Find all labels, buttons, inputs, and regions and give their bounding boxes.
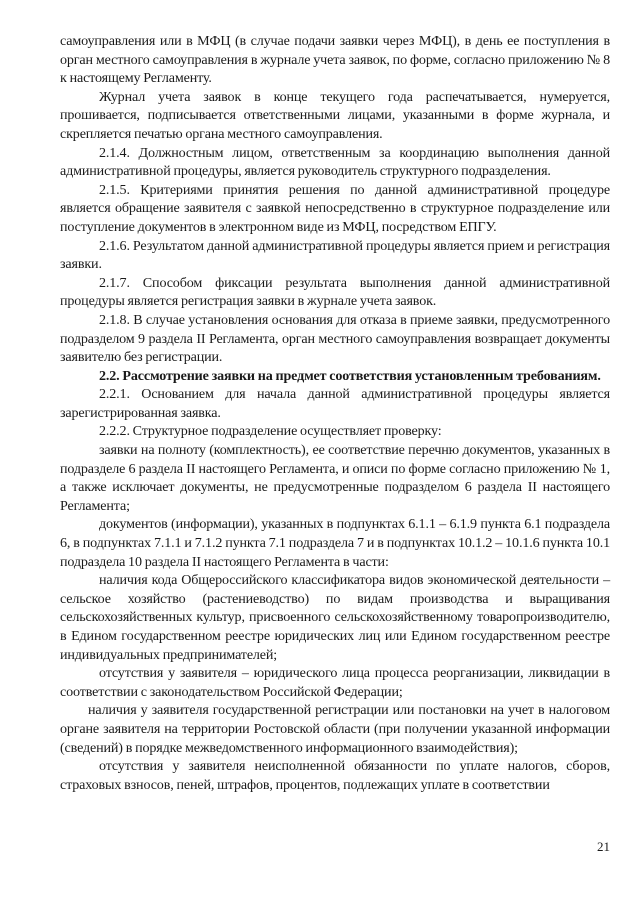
paragraph-2-1-7: 2.1.7. Способом фиксации результата выполнения данной административной процедуры является регистрация заявки в журнале учета заявок. [60, 274, 610, 310]
paragraph-2-2-2: 2.2.2. Структурное подразделение осуществляет проверку: [99, 423, 442, 440]
page-number: 21 [597, 839, 610, 854]
document-body [60, 32, 610, 794]
section-heading-text: 2.2. Рассмотрение заявки на предмет соответствия установленным требованиям. [99, 367, 601, 384]
paragraph-2-1-4: 2.1.4. Должностным лицом, ответственным за координацию выполнения данной административной процедуры, является руководитель структурного подразделения. [60, 144, 610, 180]
section-heading-2-2 [60, 367, 610, 386]
paragraph-2-1-6: 2.1.6. Результатом данной административной процедуры является прием и регистрация заявки. [60, 237, 610, 273]
paragraph-check-application: заявки на полноту (комплектность), ее соответствие перечню документов, указанных в подразделе 6 раздела II настоящего Регламента, и описи по форме согласно приложению № 1, а также исключает документы, не предусмотренные подразделом 6 раздела II настоящего Регламента; [60, 442, 610, 514]
paragraph-journal: Журнал учета заявок в конце текущего года распечатывается, нумеруется, прошивается, подписывается ответственными лицами, указанными в форме журнала, и скрепляется печатью органа местного самоуправления. [60, 88, 610, 142]
paragraph-no-reorganization: отсутствия у заявителя – юридического лица процесса реорганизации, ликвидации в соответствии с законодательством Российской Федерации; [60, 665, 610, 700]
paragraph-no-tax-debt: отсутствия у заявителя неисполненной обязанности по уплате налогов, сборов, страховых взносов, пеней, штрафов, процентов, подлежащих уплате в соответствии [60, 758, 610, 793]
paragraph-okved-code: наличия кода Общероссийского классификатора видов экономической деятельности – сельское хозяйство (растениеводство) по видам производства и выращивания сельскохозяйственных культур, присвоенного сельскохозяйственному товаропроизводителю, в Едином государственном реестре юридических лиц или Едином государственном реестре индивидуальных предпринимателей; [60, 572, 610, 663]
paragraph-2-2-1: 2.2.1. Основанием для начала данной административной процедуры является зарегистрированная заявка. [60, 386, 610, 421]
paragraph-tax-registration: наличия у заявителя государственной регистрации или постановки на учет в налоговом органе заявителя на территории Ростовской области (при получении указанной информации (сведений) в порядке межведомственного информационного взаимодействия); [60, 702, 610, 756]
paragraph-2-1-8: 2.1.8. В случае установления основания для отказа в приеме заявки, предусмотренного подразделом 9 раздела II Регламента, орган местного самоуправления возвращает документы заявителю без регистрации. [60, 311, 610, 366]
paragraph-check-documents: документов (информации), указанных в подпунктах 6.1.1 – 6.1.9 пункта 6.1 подраздела 6, в подпунктах 7.1.1 и 7.1.2 пункта 7.1 подраздела 7 и в подпунктах 10.1.2 – 10.1.6 пункта 10.1 подраздела 10 раздела II настоящего Регламента в части: [60, 516, 610, 570]
paragraph-intro: самоуправления или в МФЦ (в случае подачи заявки через МФЦ), в день ее поступления в орган местного самоуправления в журнале учета заявок, по форме, согласно приложению № 8 к настоящему Регламенту. [60, 33, 610, 87]
paragraph-2-1-5: 2.1.5. Критериями принятия решения по данной административной процедуре является обращение заявителя с заявкой непосредственно в структурное подразделение или поступление документов в электронном виде из МФЦ, посредством ЕПГУ. [60, 181, 610, 235]
